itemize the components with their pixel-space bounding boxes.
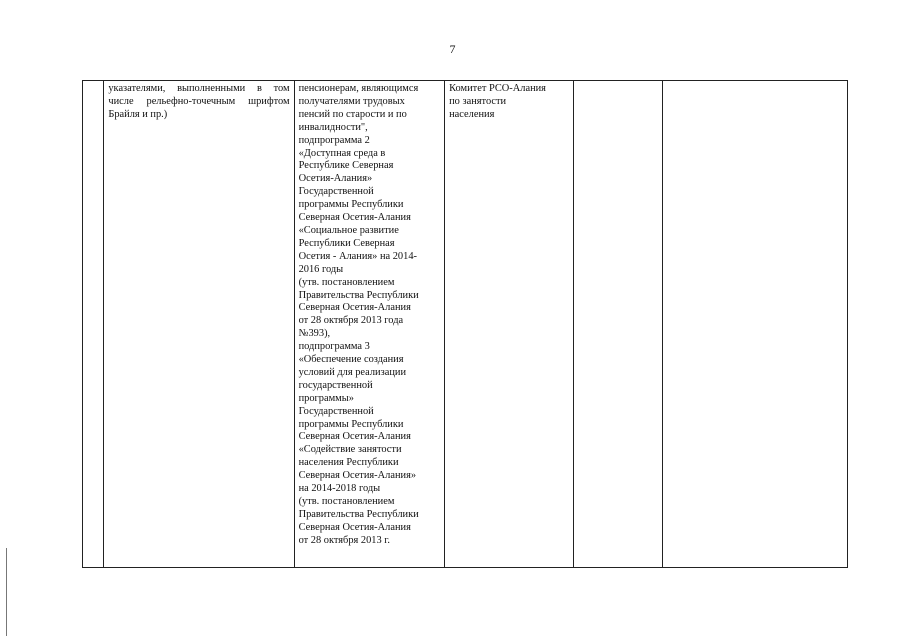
program-basis-line: инвалидности", [298,121,368,133]
program-basis-line: получателями трудовых [298,95,405,107]
cell-responsible-executor [445,81,574,568]
program-basis-line: Осетия - Алания» на 2014- [298,250,417,262]
cell-deadline [574,81,663,568]
program-basis-line: подпрограмма 2 [298,134,370,146]
program-basis-line: населения Республики [298,457,399,469]
cell-program-basis [294,81,445,568]
scan-edge-mark [6,548,7,636]
page-number: 7 [449,42,456,56]
program-basis-line: Правительства Республики [298,289,419,301]
program-basis-line: Государственной [298,405,374,417]
program-basis-line: Осетия-Алания» [298,173,373,185]
program-basis-line: Северная Осетия-Алания» [298,470,417,482]
cell-measure-description: указателями, выполненными в том числе рельефно-точечным шрифтом Брайля и пр.) [104,81,294,568]
program-basis-line: на 2014-2018 годы [298,483,381,495]
responsible-executor-line: населения [449,108,495,120]
program-basis-line: (утв. постановлением [298,496,395,507]
program-basis-line: программы Республики [298,199,404,211]
program-basis-line: Северная Осетия-Алания [298,212,411,224]
program-basis-line: 2016 годы [298,263,344,275]
table-row [83,81,848,568]
program-basis-line: от 28 октября 2013 года [298,315,404,327]
program-basis-line: Республики Северная [298,237,395,249]
program-basis-line: от 28 октября 2013 г. [298,534,390,546]
program-basis-line: «Социальное развитие [298,224,399,236]
program-basis-line: №393), [298,328,331,340]
program-basis-line: «Содействие занятости [298,444,402,456]
program-basis-line: пенсий по старости и по [298,108,407,120]
cell-number [83,81,104,568]
program-basis-line: государственной [298,379,373,391]
program-basis-line: «Обеспечение создания [298,354,404,366]
program-basis-line: «Доступная среда в [298,147,386,159]
measures-table [82,80,848,568]
program-basis-line: Государственной [298,186,374,198]
program-basis-line: Северная Осетия-Алания [298,431,411,443]
program-basis-line: программы Республики [298,418,404,430]
program-basis-line: условий для реализации [298,366,407,378]
responsible-executor-line: Комитет РСО-Алания [449,83,546,94]
program-basis-line: (утв. постановлением [298,276,395,288]
program-basis-line: Северная Осетия-Алания [298,521,411,533]
program-basis-line: Правительства Республики [298,508,419,520]
cell-notes [662,81,847,568]
program-basis-line: пенсионерам, являющимся [298,83,419,94]
program-basis-line: Республике Северная [298,160,394,172]
responsible-executor-line: по занятости [449,95,507,107]
program-basis-line: подпрограмма 3 [298,341,370,353]
program-basis-line: Северная Осетия-Алания [298,302,411,314]
program-basis-line: программы» [298,392,354,404]
